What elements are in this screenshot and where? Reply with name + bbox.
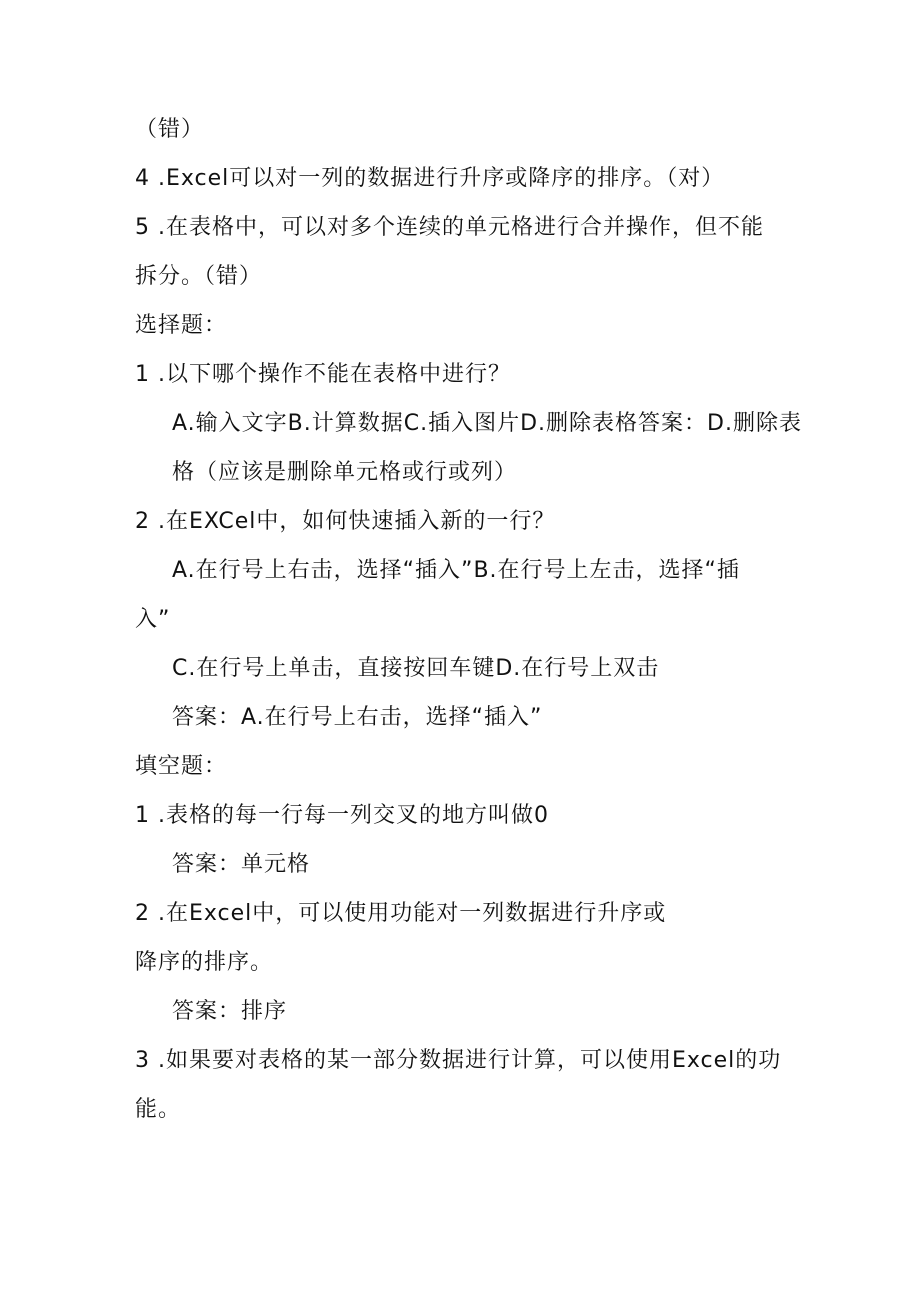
true-false-question-5: 5 .在表格中，可以对多个连续的单元格进行合并操作，但不能	[135, 215, 764, 240]
fill-question-3-continued: 能。	[135, 1097, 182, 1122]
fill-question-2: 2 .在Excel中，可以使用功能对一列数据进行升序或	[135, 901, 667, 926]
choice-question-1-options-continued: 格（应该是删除单元格或行或列）	[172, 460, 518, 485]
true-false-question-5-continued: 拆分。（错）	[135, 264, 263, 289]
fill-question-1: 1 .表格的每一行每一列交叉的地方叫做0	[135, 803, 549, 828]
fill-question-1-answer: 答案：单元格	[172, 852, 311, 877]
fill-question-2-continued: 降序的排序。	[135, 950, 274, 975]
section-heading-fill-in: 填空题：	[135, 754, 228, 779]
choice-question-2-options-ab-continued: 入”	[135, 607, 171, 632]
true-false-question-4: 4 .Excel可以对一列的数据进行升序或降序的排序。（对）	[135, 166, 725, 191]
choice-question-2-options-ab: A.在行号上右击，选择“插入”B.在行号上左击，选择“插	[172, 558, 740, 583]
answer-line-wrong: （错）	[135, 117, 205, 142]
choice-question-2-options-cd: C.在行号上单击，直接按回车键D.在行号上双击	[172, 656, 660, 681]
section-heading-multiple-choice: 选择题：	[135, 313, 228, 338]
choice-question-1-options: A.输入文字B.计算数据C.插入图片D.删除表格答案：D.删除表	[172, 411, 802, 436]
fill-question-3: 3 .如果要对表格的某一部分数据进行计算，可以使用Excel的功	[135, 1048, 782, 1073]
choice-question-1: 1 .以下哪个操作不能在表格中进行？	[135, 362, 511, 387]
choice-question-2: 2 .在EXCel中，如何快速插入新的一行？	[135, 509, 556, 534]
fill-question-2-answer: 答案：排序	[172, 999, 288, 1024]
choice-question-2-answer: 答案：A.在行号上右击，选择“插入”	[172, 705, 543, 730]
